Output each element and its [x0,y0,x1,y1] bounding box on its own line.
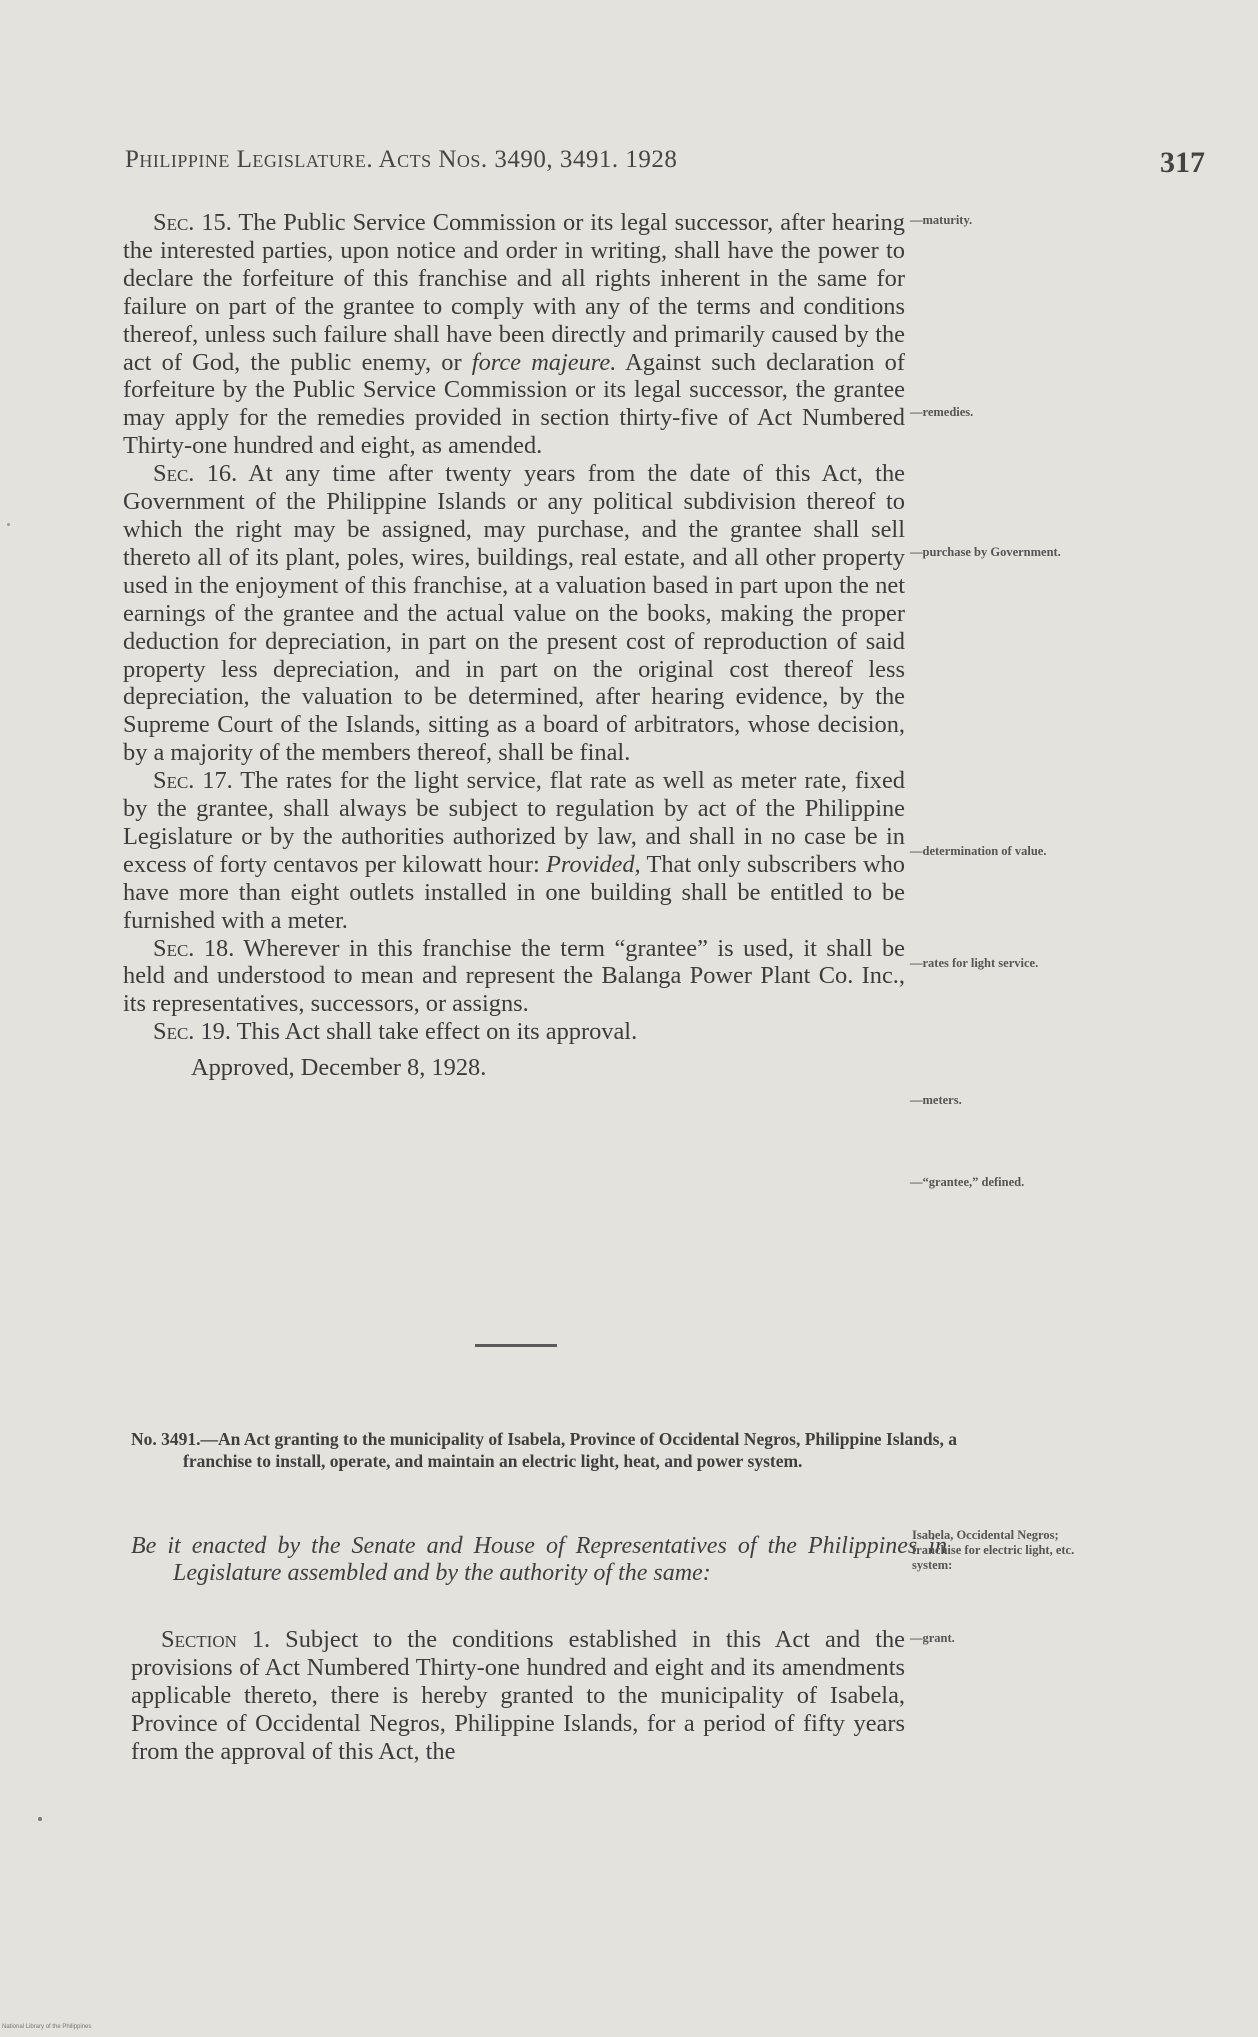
section-17 [123,767,905,934]
margin-note-isabela: Isabela, Occidental Negros; franchise for electric light, etc. system: [912,1528,1075,1572]
section-17-text-a: The rates for the light service, flat rate as well as meter rate, fixed by the grantee, shall always be subject to regulation by act of the Philippine Legislature or by the authorities authorized by law, and shall in no case be in excess of forty centavos per kilowatt hour: [123,767,905,878]
section-18 [123,935,905,1019]
section-18-text: Wherever in this franchise the term “grantee” is used, it shall be held and understood to mean and represent the Balanga Power Plant Co. Inc., its representatives, successors, or assigns. [123,934,905,1018]
margin-note-meters: —meters. [910,1093,962,1107]
section-17-label: Sec. 17. [153,767,233,795]
section-19-text: This Act shall take effect on its approval. [230,1018,638,1046]
act-3490-body [123,209,905,1082]
section-17-text-b: That only subscribers who have more than eight outlets installed in one building shall be entitled to be furnished with a meter. [123,850,905,934]
section-17-italic: Provided, [546,850,641,878]
margin-note-grantee: —“grantee,” defined. [910,1175,1025,1189]
section-15-text-a: The Public Service Commission or its legal successor, after hearing the interested parties, upon notice and order in writing, shall have the power to declare the forfeiture of this franchise and all rights inherent in the same for failure on part of the grantee to comply with any of the terms and conditions thereof, unless such failure shall have been directly and primarily caused by the act of God, the public enemy, or [123,209,905,376]
scan-footer: National Library of the Philippines [2,2024,92,2030]
section-19-label: Sec. 19. [153,1018,231,1046]
running-head: Philippine Legislature. Acts Nos. 3490, 3491. 1928 [125,146,678,173]
enacting-clause: Be it enacted by the Senate and House of Representatives of the Philippines in Legislature assembled and by the authority of the same: [131,1533,947,1586]
scan-speck [38,1817,42,1821]
section-15 [123,209,905,460]
margin-note-purchase: —purchase by Government. [910,545,1061,559]
section-15-italic: force majeure. [471,348,617,376]
page-number: 317 [1160,146,1205,179]
act-3491-section-1-text: Subject to the conditions established in this Act and the provisions of Act Numbered Thirty-one hundred and eight and its amendments applicable thereto, there is hereby granted to the municipality of Isabela, Province of Occidental Negros, Philippine Islands, for a period of fifty years from the approval of this Act, the [131,1626,905,1765]
section-15-label: Sec. 15. [153,209,232,236]
act-3491-section-1-label: Section 1. [161,1626,271,1653]
section-16-label: Sec. 16. [153,460,238,488]
section-16 [123,460,905,767]
section-15-text-b: Against such declaration of forfeiture by the Public Service Commission or its legal successor, the grantee may apply for the remedies provided in section thirty-five of Act Numbered Thirty-one hundred and eight, as amended. [123,348,905,460]
margin-note-maturity: —maturity. [910,213,973,227]
section-divider [475,1344,557,1347]
section-16-text: At any time after twenty years from the date of this Act, the Government of the Philippine Islands or any political subdivision thereof to which the right may be assigned, may purchase, and the grantee shall sell thereto all of its plant, poles, wires, buildings, real estate, and all other property used in the enjoyment of this franchise, at a valuation based in part upon the net earnings of the grantee and the actual value on the books, making the proper deduction for depreciation, in part on the present cost of reproduction of said property less depreciation, and in part on the original cost thereof less depreciation, the valuation to be determined, after hearing evidence, by the Supreme Court of the Islands, sitting as a board of arbitrators, whose decision, by a majority of the members thereof, shall be final. [123,460,905,767]
approved-line: Approved, December 8, 1928. [191,1054,487,1082]
act-3491-body [131,1626,905,1766]
act-3491-section-1 [131,1626,905,1766]
margin-note-rates: —rates for light service. [910,956,1039,970]
section-19 [123,1018,905,1046]
margin-note-remedies: —remedies. [910,405,974,419]
act-3491-title: No. 3491.—An Act granting to the municipality of Isabela, Province of Occidental Negros, Philippine Islands, a franchise to install, operate, and maintain an electric light, heat, and power system. [131,1429,957,1471]
margin-note-determination: —determination of value. [910,844,1047,858]
margin-note-grant: —grant. [910,1631,955,1645]
scan-speck [7,523,10,526]
section-18-label: Sec. 18. [153,934,235,962]
page-header [125,146,1205,186]
